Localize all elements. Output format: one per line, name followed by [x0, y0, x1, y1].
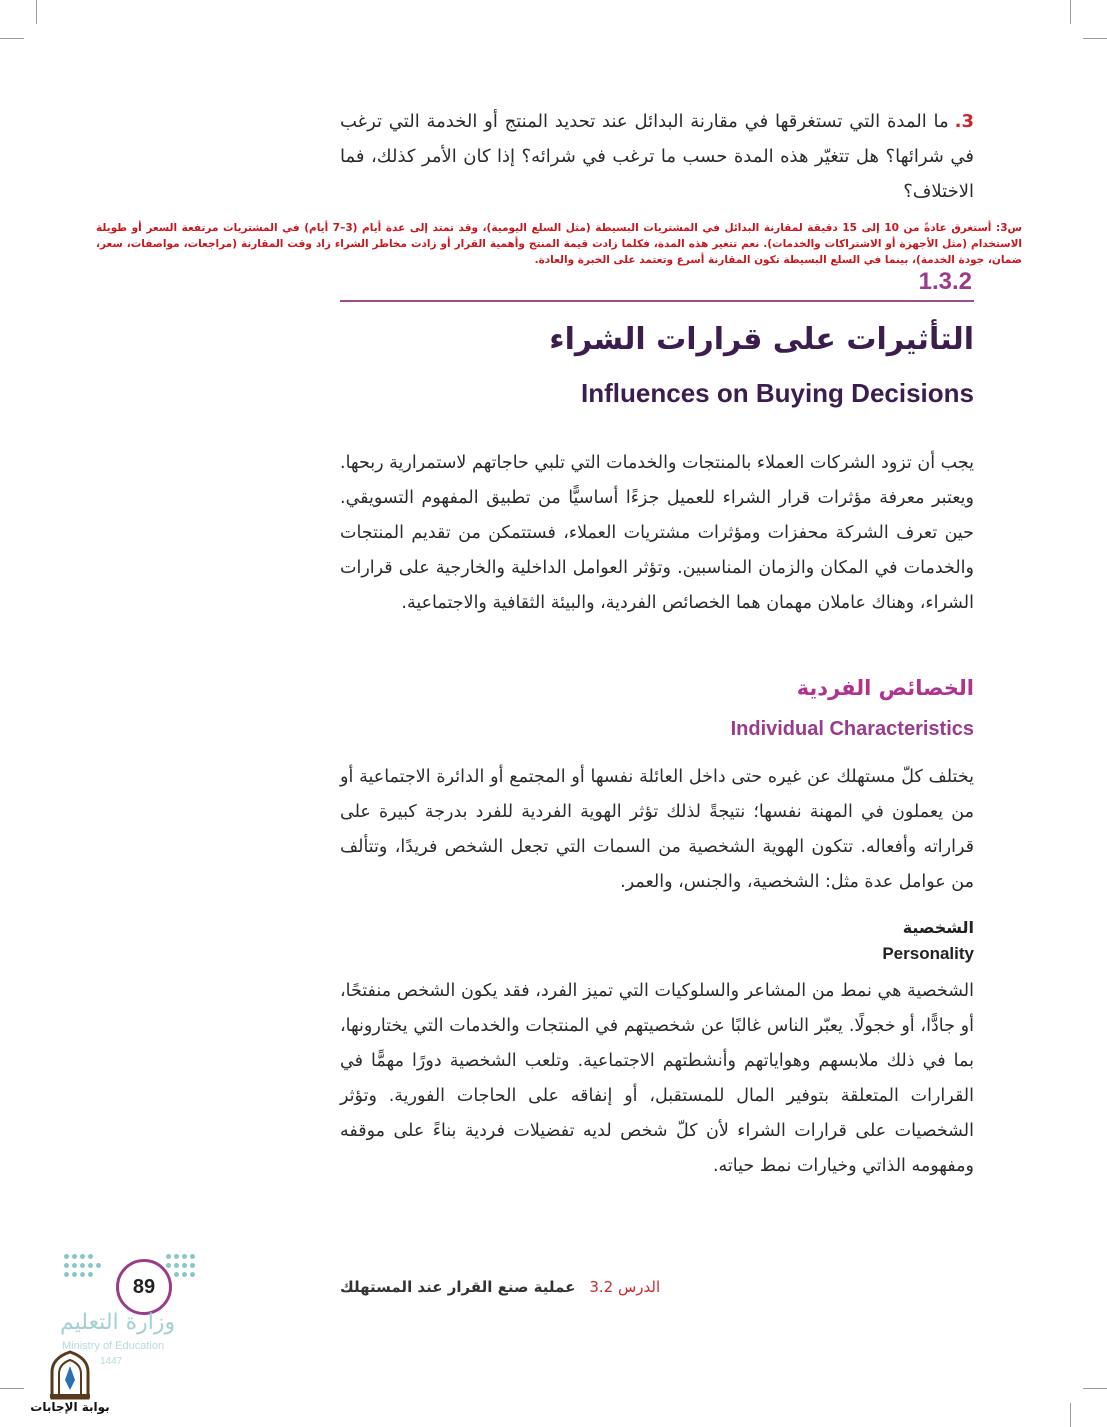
subheading-individual-english: Individual Characteristics: [730, 718, 974, 740]
question-text: ما المدة التي تستغرقها في مقارنة البدائل عند تحديد المنتج أو الخدمة التي ترغب في شرائها؟ هل تتغيّر هذه المدة حسب ما ترغب في شرائه؟ إذا كان الأمر كذلك، فما الاختلاف؟: [340, 111, 974, 202]
page-number: 89: [116, 1259, 172, 1315]
subheading-personality-english: Personality: [882, 944, 974, 963]
crop-mark: [0, 38, 24, 39]
ministry-logo-english: Ministry of Education: [62, 1340, 165, 1352]
crop-mark: [1070, 1403, 1071, 1427]
subheading-personality-arabic: الشخصية: [902, 918, 974, 937]
site-logo-icon: [48, 1350, 92, 1400]
intro-paragraph: يجب أن تزود الشركات العملاء بالمنتجات والخدمات التي تلبي حاجاتهم لاستمرارية ربحها. ويعتبر معرفة مؤثرات قرار الشراء للعميل جزءًا أساسيًّا من تطبيق المفهوم التسويقي. حين تعرف الشركة محفزات ومؤثرات مشتريات العملاء، فستتمكن من تقديم المنتجات والخدمات في المكان والزمان المناسبين. وتؤثر العوامل الداخلية والخارجية على قرارات الشراء، وهناك عاملان مهمان هما الخصائص الفردية، والبيئة الثقافية والاجتماعية.: [340, 453, 974, 613]
ministry-year: 1447: [100, 1356, 123, 1367]
question-number: 3.: [954, 111, 974, 132]
crop-mark: [36, 0, 37, 24]
crop-mark: [0, 1388, 24, 1389]
ministry-logo-arabic: وزارة التعليم: [60, 1310, 176, 1335]
section-title-english: Influences on Buying Decisions: [581, 378, 974, 408]
individual-paragraph: يختلف كلّ مستهلك عن غيره حتى داخل العائلة نفسها أو المجتمع أو الدائرة الاجتماعية أو من يعملون في المهنة نفسها؛ نتيجةً لذلك تؤثر الهوية الفردية للفرد بدرجة كبيرة على قراراته وأفعاله. تتكون الهوية الشخصية من السمات التي تجعل الشخص فريدًا، وتتألف من عوامل عدة مثل: الشخصية، والجنس، والعمر.: [340, 767, 974, 892]
section-number: 1.3.2: [918, 268, 972, 295]
lesson-label: الدرس 3.2: [589, 1278, 661, 1296]
section-title-arabic: التأثيرات على قرارات الشراء: [549, 322, 974, 357]
lesson-title: عملية صنع القرار عند المستهلك: [340, 1278, 576, 1296]
footer-lesson: [340, 1278, 670, 1296]
answer-note: س3: أستغرق عادةً من 10 إلى 15 دقيقة لمقارنة البدائل في المشتريات البسيطة (مثل السلع اليومية)، وقد تمتد إلى عدة أيام (3–7 أيام) في المشتريات مرتفعة السعر أو طويلة الاستخدام (مثل الأجهزة أو الاشتراكات والخدمات). نعم تتغير هذه المدة، فكلما زادت قيمة المنتج وأهمية القرار أو زادت مخاطر الشراء زاد وقت المقارنة (مراجعات، مواصفات، سعر، ضمان، جودة الخدمة)، بينما في السلع البسيطة تكون المقارنة أسرع وتعتمد على الخبرة والعادة.: [96, 222, 1022, 266]
site-name: بوابة الإجابات: [30, 1400, 110, 1414]
crop-mark: [1083, 1388, 1107, 1389]
crop-mark: [1083, 38, 1107, 39]
personality-paragraph: الشخصية هي نمط من المشاعر والسلوكيات التي تميز الفرد، فقد يكون الشخص منفتحًا، أو جادًّا، أو خجولًا. يعبّر الناس غالبًا عن شخصيتهم في المنتجات والخدمات التي يختارونها، بما في ذلك ملابسهم وهواياتهم وأنشطتهم الاجتماعية. وتلعب الشخصية دورًا مهمًّا في القرارات المتعلقة بتوفير المال للمستقبل، أو إنفاقه على الحاجات الفورية. وتؤثر الشخصيات على قرارات الشراء لأن كلّ شخص لديه تفضيلات فردية بناءً على موقفه ومفهومه الذاتي وخيارات نمط حياته.: [340, 981, 974, 1176]
section-divider: [340, 300, 974, 302]
crop-mark: [1070, 0, 1071, 24]
subheading-individual-arabic: الخصائص الفردية: [796, 676, 974, 700]
question-3: [340, 104, 974, 209]
